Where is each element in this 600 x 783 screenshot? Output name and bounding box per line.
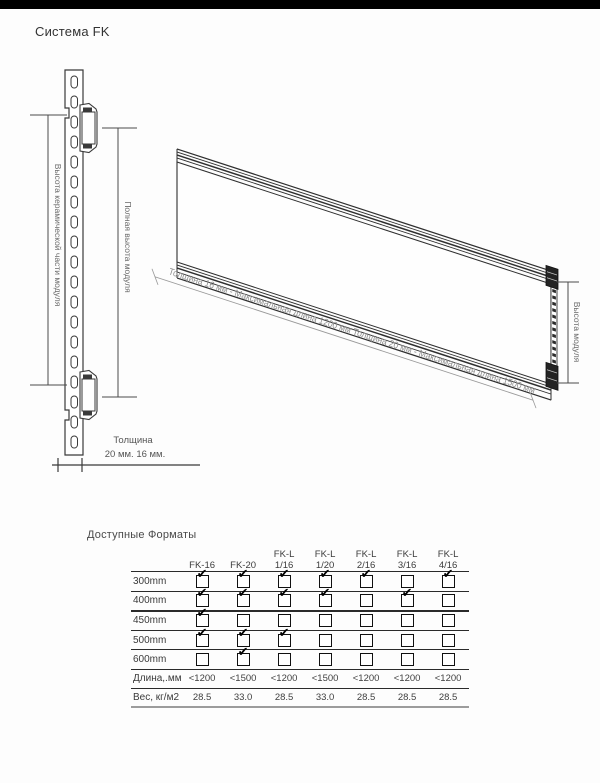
checkbox-checked bbox=[237, 586, 250, 607]
checkbox-checked bbox=[360, 567, 373, 588]
thickness-title: Толщина bbox=[113, 435, 153, 446]
checkmark-icon: ✔ bbox=[237, 586, 249, 602]
column-header-bottom: FK-16 bbox=[189, 559, 216, 571]
checkbox-unchecked bbox=[401, 634, 414, 647]
checkmark-icon: ✔ bbox=[237, 567, 249, 582]
checkbox-unchecked bbox=[401, 653, 414, 666]
format-cell bbox=[428, 567, 469, 592]
format-row-label: 600mm bbox=[133, 654, 167, 665]
length-row-value: <1200 bbox=[352, 673, 380, 685]
checkmark-icon: ✔ bbox=[237, 645, 249, 660]
weight-row-value: 33.0 bbox=[233, 692, 253, 703]
ceramic-height-label: Высота керамической части модуля bbox=[53, 163, 63, 307]
panel-end-block-bottom bbox=[546, 362, 558, 390]
format-row bbox=[131, 650, 469, 670]
checkmark-icon: ✔ bbox=[360, 567, 372, 582]
checkbox-unchecked bbox=[442, 594, 455, 607]
page-title: Система FK bbox=[35, 24, 110, 39]
checkmark-icon: ✔ bbox=[442, 567, 454, 582]
length-row-value: <1500 bbox=[229, 673, 257, 685]
checkbox-unchecked bbox=[360, 614, 373, 627]
format-cell bbox=[264, 625, 305, 650]
checkbox-unchecked bbox=[319, 653, 332, 666]
format-cell bbox=[346, 650, 387, 670]
checkbox-checked bbox=[319, 586, 332, 607]
checkbox-unchecked bbox=[360, 594, 373, 607]
clip-bracket-top bbox=[80, 104, 97, 153]
format-cell bbox=[305, 650, 346, 670]
length-row-value: <1500 bbox=[311, 673, 339, 685]
weight-row-label: Вес, кг/м2 bbox=[133, 692, 180, 703]
format-cell bbox=[346, 567, 387, 592]
format-cell bbox=[264, 650, 305, 670]
module-height-label: Высота модуля bbox=[572, 301, 582, 363]
format-row bbox=[131, 572, 469, 592]
format-cell bbox=[387, 650, 428, 670]
format-cell bbox=[264, 586, 305, 611]
weight-row-value: 28.5 bbox=[397, 692, 417, 703]
dimension-thickness bbox=[52, 458, 200, 472]
checkbox-checked bbox=[401, 586, 414, 607]
format-cell bbox=[387, 630, 428, 650]
checkbox-unchecked bbox=[442, 653, 455, 666]
checkmark-icon: ✔ bbox=[237, 625, 249, 641]
formats-header-empty bbox=[131, 550, 182, 572]
column-header-bottom: 1/16 bbox=[274, 559, 294, 571]
weight-row-value: 28.5 bbox=[192, 692, 212, 703]
format-row bbox=[131, 611, 469, 631]
checkbox-unchecked bbox=[442, 614, 455, 627]
format-cell bbox=[182, 625, 223, 650]
formats-header-row bbox=[131, 550, 469, 572]
checkbox-unchecked bbox=[360, 653, 373, 666]
checkmark-icon: ✔ bbox=[401, 586, 413, 602]
checkmark-icon: ✔ bbox=[196, 625, 208, 641]
checkmark-icon: ✔ bbox=[196, 586, 208, 602]
format-cell bbox=[428, 650, 469, 670]
weight-row-value: 28.5 bbox=[438, 692, 458, 703]
format-cell bbox=[428, 630, 469, 650]
format-row bbox=[131, 591, 469, 611]
formats-table bbox=[131, 550, 469, 708]
format-cell bbox=[428, 611, 469, 631]
length-row-value: <1200 bbox=[434, 673, 462, 685]
checkmark-icon: ✔ bbox=[319, 567, 331, 582]
length-row-value: <1200 bbox=[270, 673, 298, 685]
column-header-bottom: 4/16 bbox=[438, 559, 458, 571]
column-header-bottom: 2/16 bbox=[356, 559, 376, 571]
format-cell bbox=[305, 630, 346, 650]
column-header-bottom: 3/16 bbox=[397, 559, 417, 571]
panel-end-block-top bbox=[546, 265, 558, 289]
panel-3d-diagram bbox=[140, 130, 600, 420]
weight-row-value: 28.5 bbox=[356, 692, 376, 703]
checkmark-icon: ✔ bbox=[196, 567, 208, 582]
format-row-label: 300mm bbox=[133, 576, 167, 587]
checkbox-unchecked bbox=[401, 614, 414, 627]
checkmark-icon: ✔ bbox=[278, 567, 290, 582]
format-cell bbox=[305, 611, 346, 631]
checkbox-checked bbox=[237, 645, 250, 666]
format-cell bbox=[182, 650, 223, 670]
format-cell bbox=[223, 586, 264, 611]
column-header-top: FK-L bbox=[355, 549, 377, 560]
format-cell bbox=[387, 611, 428, 631]
checkbox-unchecked bbox=[442, 634, 455, 647]
weight-row bbox=[131, 688, 469, 707]
length-row-label: Длина,.мм bbox=[133, 673, 182, 685]
checkbox-checked bbox=[278, 625, 291, 647]
checkbox-unchecked bbox=[319, 634, 332, 647]
checkbox-checked bbox=[442, 567, 455, 588]
thickness-values: 20 мм. 16 мм. bbox=[104, 449, 166, 460]
column-header-top: FK-L bbox=[314, 549, 336, 560]
top-border-bar bbox=[0, 0, 600, 9]
weight-row-value: 33.0 bbox=[315, 692, 335, 703]
column-header-bottom: FK-20 bbox=[230, 559, 257, 571]
formats-table-body bbox=[131, 567, 469, 708]
checkbox-checked bbox=[196, 625, 209, 647]
column-header-top: FK-L bbox=[396, 549, 418, 560]
length-row-value: <1200 bbox=[188, 673, 216, 685]
format-cell bbox=[387, 586, 428, 611]
clip-bracket-bottom bbox=[80, 371, 97, 420]
formats-table-head bbox=[131, 550, 469, 572]
format-cell bbox=[346, 611, 387, 631]
checkbox-unchecked bbox=[360, 634, 373, 647]
length-row-value: <1200 bbox=[393, 673, 421, 685]
checkbox-checked bbox=[278, 586, 291, 607]
format-row-label: 400mm bbox=[133, 595, 167, 607]
column-header bbox=[387, 550, 428, 572]
checkmark-icon: ✔ bbox=[278, 625, 290, 641]
column-header-top: FK-L bbox=[273, 549, 295, 560]
full-height-label: Полная высота модуля bbox=[123, 201, 133, 293]
column-header-top: FK-L bbox=[437, 549, 459, 560]
format-cell bbox=[346, 591, 387, 611]
format-cell bbox=[305, 586, 346, 611]
format-cell bbox=[346, 630, 387, 650]
checkmark-icon: ✔ bbox=[196, 606, 208, 622]
checkbox-unchecked bbox=[278, 653, 291, 666]
format-cell bbox=[428, 591, 469, 611]
column-header-bottom: 1/20 bbox=[315, 559, 335, 571]
format-cell bbox=[223, 645, 264, 670]
format-row-label: 450mm bbox=[133, 615, 167, 627]
format-row bbox=[131, 630, 469, 650]
checkbox-unchecked bbox=[196, 653, 209, 666]
formats-section-title: Доступные Форматы bbox=[87, 529, 197, 541]
format-row-label: 500mm bbox=[133, 634, 167, 646]
checkbox-unchecked bbox=[319, 614, 332, 627]
checkmark-icon: ✔ bbox=[278, 586, 290, 602]
panel-face bbox=[177, 162, 551, 384]
length-row bbox=[131, 669, 469, 688]
checkmark-icon: ✔ bbox=[319, 586, 331, 602]
length-annotation: Толщина 16 мм - Максимальная длина 1200 мм Толщина 20 мм - Максимальная длина 1500 мм bbox=[167, 265, 570, 407]
weight-row-value: 28.5 bbox=[274, 692, 294, 703]
